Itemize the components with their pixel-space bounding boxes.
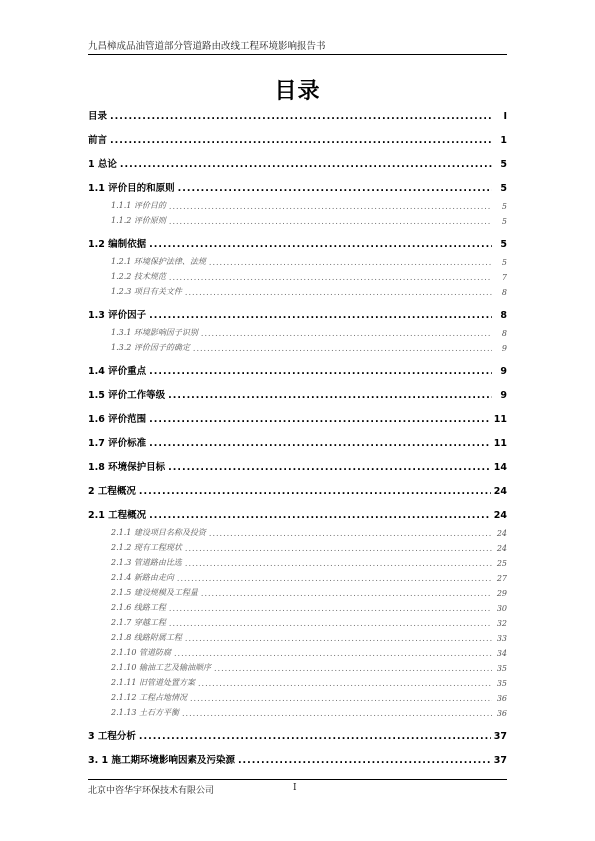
toc-page-number: 32 bbox=[496, 619, 507, 628]
toc-label: 1.6 评价范围 bbox=[88, 414, 147, 425]
toc-leader-dots bbox=[182, 709, 492, 718]
table-of-contents bbox=[88, 109, 507, 766]
page-footer bbox=[88, 779, 507, 796]
toc-entry[interactable] bbox=[88, 133, 507, 146]
toc-page-number: 25 bbox=[496, 559, 507, 568]
header-title: 九昌樟成品油管道部分管道路由改线工程环境影响报告书 bbox=[88, 41, 326, 52]
toc-page-number: 35 bbox=[496, 664, 507, 673]
toc-page-number: 33 bbox=[496, 634, 507, 643]
toc-page-number: 34 bbox=[496, 649, 507, 658]
toc-leader-dots bbox=[169, 217, 492, 226]
toc-leader-dots bbox=[149, 310, 492, 321]
toc-label: 目录 bbox=[88, 111, 108, 122]
toc-label: 1.3.2 评价因子的确定 bbox=[111, 343, 190, 352]
toc-label: 前言 bbox=[88, 135, 108, 146]
toc-label: 2 工程概况 bbox=[88, 486, 136, 497]
toc-leader-dots bbox=[110, 111, 492, 122]
toc-entry[interactable] bbox=[88, 388, 507, 401]
toc-entry[interactable] bbox=[88, 508, 507, 521]
toc-leader-dots bbox=[169, 604, 492, 613]
toc-entry[interactable] bbox=[88, 412, 507, 425]
toc-page-number: 5 bbox=[501, 258, 507, 267]
toc-label: 2.1.6 线路工程 bbox=[111, 603, 166, 612]
toc-label: 2.1.7 穿越工程 bbox=[111, 618, 166, 627]
toc-label: 2.1.13 土石方平衡 bbox=[111, 708, 179, 717]
toc-leader-dots bbox=[168, 462, 491, 473]
toc-label: 1.2.1 环境保护法律、法规 bbox=[111, 257, 206, 266]
toc-leader-dots bbox=[149, 366, 492, 377]
toc-leader-dots bbox=[201, 589, 492, 598]
toc-label: 2.1.3 管道路由比选 bbox=[111, 558, 182, 567]
toc-label: 1.2 编制依据 bbox=[88, 239, 147, 250]
toc-page-number: 29 bbox=[496, 589, 507, 598]
toc-page-number: 8 bbox=[501, 288, 507, 297]
toc-label: 1.3.1 环境影响因子识别 bbox=[111, 328, 198, 337]
toc-page-number: 37 bbox=[493, 731, 507, 742]
toc-page-number: 24 bbox=[496, 544, 507, 553]
toc-label: 2.1.11 旧管道处置方案 bbox=[111, 678, 195, 687]
toc-label: 3 工程分析 bbox=[88, 731, 136, 742]
toc-label: 1.1.1 评价目的 bbox=[111, 201, 166, 210]
toc-leader-dots bbox=[190, 694, 492, 703]
toc-subentry[interactable] bbox=[88, 587, 507, 598]
toc-page-number: 8 bbox=[500, 310, 507, 321]
toc-page-number: 24 bbox=[496, 529, 507, 538]
footer-company: 北京中咨华宇环保技术有限公司 bbox=[88, 786, 215, 796]
toc-subentry[interactable] bbox=[88, 527, 507, 538]
toc-label: 1.2.2 技术规范 bbox=[111, 272, 166, 281]
toc-page-number: I bbox=[503, 111, 507, 122]
toc-subentry[interactable] bbox=[88, 617, 507, 628]
toc-entry[interactable] bbox=[88, 729, 507, 742]
toc-subentry[interactable] bbox=[88, 707, 507, 718]
toc-leader-dots bbox=[139, 731, 491, 742]
toc-subentry[interactable] bbox=[88, 542, 507, 553]
toc-leader-dots bbox=[178, 183, 492, 194]
toc-page-number: 1 bbox=[500, 135, 507, 146]
toc-label: 2.1.2 现有工程现状 bbox=[111, 543, 182, 552]
toc-page-number: 9 bbox=[500, 390, 507, 401]
toc-page-number: 14 bbox=[493, 462, 507, 473]
toc-entry[interactable] bbox=[88, 308, 507, 321]
toc-entry[interactable] bbox=[88, 157, 507, 170]
toc-leader-dots bbox=[177, 574, 492, 583]
page-title: 目录 bbox=[274, 79, 321, 104]
toc-leader-dots bbox=[174, 649, 492, 658]
toc-page-number: 30 bbox=[496, 604, 507, 613]
toc-label: 2.1.12 工程占地情况 bbox=[111, 693, 187, 702]
toc-label: 1.8 环境保护目标 bbox=[88, 462, 166, 473]
toc-label: 2.1 工程概况 bbox=[88, 510, 147, 521]
toc-subentry[interactable] bbox=[88, 271, 507, 282]
toc-subentry[interactable] bbox=[88, 557, 507, 568]
toc-label: 1.3 评价因子 bbox=[88, 310, 147, 321]
toc-subentry[interactable] bbox=[88, 602, 507, 613]
toc-entry[interactable] bbox=[88, 237, 507, 250]
toc-page-number: 9 bbox=[501, 344, 507, 353]
toc-page-number: 8 bbox=[501, 329, 507, 338]
toc-entry[interactable] bbox=[88, 364, 507, 377]
toc-subentry[interactable] bbox=[88, 632, 507, 643]
toc-page-number: 11 bbox=[493, 414, 507, 425]
toc-subentry[interactable] bbox=[88, 677, 507, 688]
toc-label: 2.1.4 新路由走向 bbox=[111, 573, 174, 582]
toc-page-number: 7 bbox=[501, 273, 507, 282]
toc-page-number: 9 bbox=[500, 366, 507, 377]
toc-label: 1.2.3 项目有关文件 bbox=[111, 287, 182, 296]
toc-leader-dots bbox=[185, 634, 492, 643]
toc-label: 1.4 评价重点 bbox=[88, 366, 147, 377]
toc-subentry[interactable] bbox=[88, 200, 507, 211]
toc-leader-dots bbox=[139, 486, 491, 497]
toc-page-number: 35 bbox=[496, 679, 507, 688]
toc-subentry[interactable] bbox=[88, 342, 507, 353]
toc-entry[interactable] bbox=[88, 181, 507, 194]
toc-leader-dots bbox=[149, 438, 491, 449]
toc-label: 2.1.8 线路附属工程 bbox=[111, 633, 182, 642]
toc-leader-dots bbox=[169, 202, 492, 211]
page-header bbox=[88, 38, 507, 55]
toc-leader-dots bbox=[169, 619, 492, 628]
toc-leader-dots bbox=[149, 239, 492, 250]
toc-leader-dots bbox=[168, 390, 492, 401]
toc-page-number: 11 bbox=[493, 438, 507, 449]
toc-page-number: 36 bbox=[496, 694, 507, 703]
toc-leader-dots bbox=[185, 559, 492, 568]
toc-leader-dots bbox=[209, 529, 492, 538]
footer-page-number: I bbox=[293, 783, 297, 793]
toc-entry[interactable] bbox=[88, 109, 507, 122]
toc-leader-dots bbox=[214, 664, 492, 673]
toc-entry[interactable] bbox=[88, 753, 507, 766]
toc-leader-dots bbox=[193, 344, 492, 353]
toc-subentry[interactable] bbox=[88, 692, 507, 703]
toc-entry[interactable] bbox=[88, 460, 507, 473]
toc-leader-dots bbox=[110, 135, 492, 146]
toc-page-number: 24 bbox=[493, 510, 507, 521]
toc-leader-dots bbox=[149, 414, 491, 425]
toc-subentry[interactable] bbox=[88, 572, 507, 583]
toc-label: 1.5 评价工作等级 bbox=[88, 390, 166, 401]
toc-label: 2.1.5 建设规模及工程量 bbox=[111, 588, 198, 597]
toc-entry[interactable] bbox=[88, 436, 507, 449]
toc-subentry[interactable] bbox=[88, 327, 507, 338]
toc-page-number: 5 bbox=[500, 183, 507, 194]
toc-leader-dots bbox=[198, 679, 492, 688]
toc-leader-dots bbox=[209, 258, 492, 267]
toc-label: 1.1 评价目的和原则 bbox=[88, 183, 175, 194]
toc-label: 2.1.10 输油工艺及输油顺序 bbox=[111, 663, 211, 672]
toc-page-number: 37 bbox=[493, 755, 507, 766]
toc-label: 1.1.2 评价原则 bbox=[111, 216, 166, 225]
toc-leader-dots bbox=[238, 755, 491, 766]
toc-leader-dots bbox=[185, 288, 492, 297]
toc-label: 2.1.10 管道防腐 bbox=[111, 648, 171, 657]
toc-page-number: 36 bbox=[496, 709, 507, 718]
toc-leader-dots bbox=[169, 273, 492, 282]
toc-label: 1 总论 bbox=[88, 159, 117, 170]
toc-entry[interactable] bbox=[88, 484, 507, 497]
toc-page-number: 5 bbox=[500, 159, 507, 170]
toc-subentry[interactable] bbox=[88, 286, 507, 297]
toc-label: 2.1.1 建设项目名称及投资 bbox=[111, 528, 206, 537]
toc-page-number: 5 bbox=[500, 239, 507, 250]
toc-leader-dots bbox=[201, 329, 492, 338]
toc-subentry[interactable] bbox=[88, 662, 507, 673]
toc-leader-dots bbox=[185, 544, 492, 553]
toc-leader-dots bbox=[149, 510, 491, 521]
toc-page-number: 5 bbox=[501, 217, 507, 226]
toc-label: 3. 1 施工期环境影响因素及污染源 bbox=[88, 755, 235, 766]
toc-subentry[interactable] bbox=[88, 647, 507, 658]
toc-subentry[interactable] bbox=[88, 256, 507, 267]
toc-leader-dots bbox=[120, 159, 492, 170]
toc-subentry[interactable] bbox=[88, 215, 507, 226]
toc-page-number: 27 bbox=[496, 574, 507, 583]
toc-label: 1.7 评价标准 bbox=[88, 438, 147, 449]
toc-page-number: 24 bbox=[493, 486, 507, 497]
toc-page-number: 5 bbox=[501, 202, 507, 211]
